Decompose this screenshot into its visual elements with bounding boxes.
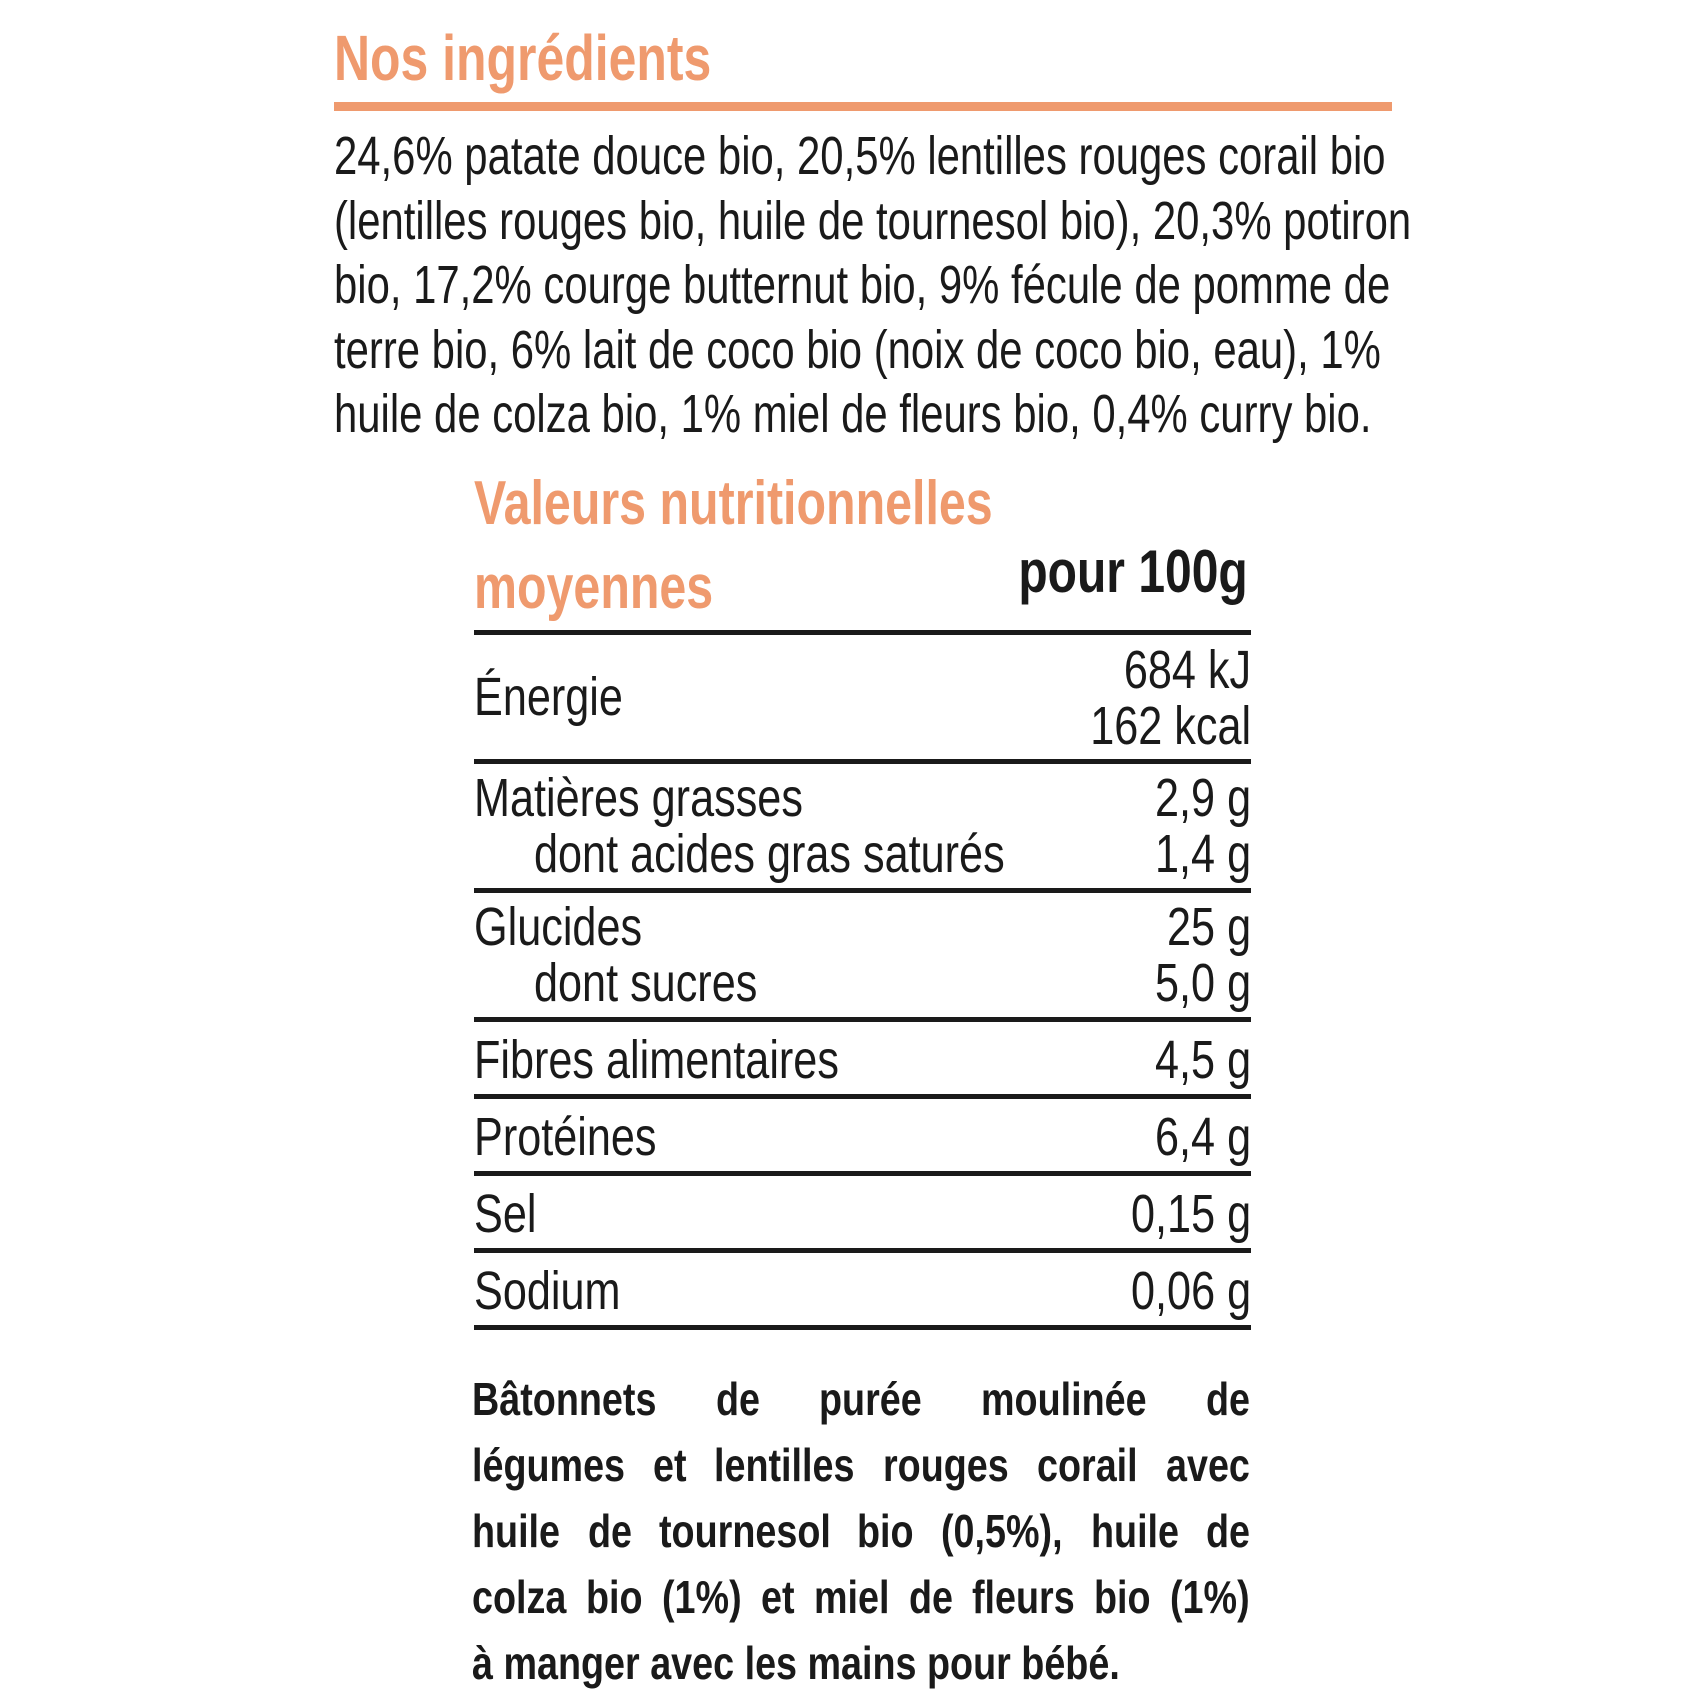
description-word: de <box>715 1373 760 1425</box>
row-value-kj: 684 kJ <box>1123 640 1251 700</box>
row-label: Sel <box>474 1184 537 1244</box>
row-label: Énergie <box>474 667 623 727</box>
description-word: à manger avec les mains pour bébé. <box>472 1637 1120 1689</box>
description-word: légumes <box>472 1439 626 1491</box>
description-word: bio <box>857 1505 915 1557</box>
ingredients-line: (lentilles rouges bio, huile de tournesol bio), 20,3% potiron <box>334 190 1412 251</box>
description-word: (0,5%), <box>941 1505 1063 1557</box>
description-word: colza <box>472 1571 567 1623</box>
nutrition-title-line: moyennes <box>474 553 714 622</box>
table-rule <box>474 1325 1251 1330</box>
description-word: Bâtonnets <box>472 1373 657 1425</box>
row-value: 25 g <box>1166 897 1251 957</box>
table-row-energy <box>474 635 1251 759</box>
row-value: 0,06 g <box>1130 1261 1251 1321</box>
description-word: huile <box>472 1505 561 1557</box>
table-row-protein <box>474 1099 1251 1171</box>
ingredients-line: 24,6% patate douce bio, 20,5% lentilles rouges corail bio <box>334 126 1386 186</box>
description-word: moulinée <box>981 1373 1147 1425</box>
ingredients-line: terre bio, 6% lait de coco bio (noix de coco bio, eau), 1% <box>334 319 1381 380</box>
row-value: 1,4 g <box>1154 824 1251 884</box>
row-sublabel: dont sucres <box>534 953 758 1013</box>
ingredients-line: bio, 17,2% courge butternut bio, 9% fécule de pomme de <box>334 255 1391 316</box>
description-word: (1%) <box>661 1571 742 1623</box>
description-word: et <box>652 1439 687 1491</box>
ingredients-line: huile de colza bio, 1% miel de fleurs bio, 0,4% curry bio. <box>334 384 1372 445</box>
description-line <box>472 1630 1250 1696</box>
row-value: 2,9 g <box>1154 768 1251 828</box>
row-label: Sodium <box>474 1261 621 1321</box>
description-word: avec <box>1165 1439 1250 1491</box>
description-word: rouges <box>883 1439 1009 1491</box>
description-word: de <box>587 1505 632 1557</box>
row-value: 0,15 g <box>1130 1184 1251 1244</box>
row-value: 5,0 g <box>1154 953 1251 1013</box>
row-label: Matières grasses <box>474 768 803 828</box>
row-label: Glucides <box>474 897 643 957</box>
nutrition-title-line: Valeurs nutritionnelles <box>474 469 993 538</box>
description-word: fleurs <box>971 1571 1075 1623</box>
table-row-fibre <box>474 1022 1251 1094</box>
per-100g-header: pour 100g <box>1018 538 1248 605</box>
table-row-salt <box>474 1176 1251 1248</box>
nutrition-table <box>474 630 1251 1330</box>
ingredients-title-rule <box>334 102 1392 111</box>
row-value: 4,5 g <box>1154 1030 1251 1090</box>
table-row-sodium <box>474 1253 1251 1325</box>
description-word: tournesol <box>658 1505 831 1557</box>
row-value-kcal: 162 kcal <box>1090 696 1251 756</box>
description-line <box>472 1498 1250 1564</box>
description-line <box>472 1366 1250 1432</box>
description-word: huile <box>1090 1505 1179 1557</box>
table-row-carbs <box>474 893 1251 1017</box>
row-value: 6,4 g <box>1154 1107 1251 1167</box>
description-word: de <box>1206 1373 1251 1425</box>
product-description <box>472 1366 1250 1696</box>
description-word: bio <box>1094 1571 1151 1623</box>
description-word: miel <box>813 1571 890 1623</box>
ingredients-title: Nos ingrédients <box>334 22 712 94</box>
row-label: Protéines <box>474 1107 657 1167</box>
description-word: et <box>760 1571 795 1623</box>
description-line <box>472 1432 1250 1498</box>
description-word: bio <box>585 1571 643 1623</box>
description-word: purée <box>818 1373 922 1425</box>
row-label: Fibres alimentaires <box>474 1030 839 1090</box>
description-word: lentilles <box>714 1439 855 1491</box>
row-sublabel: dont acides gras saturés <box>534 824 1005 884</box>
ingredients-list <box>334 124 1412 447</box>
description-word: (1%) <box>1170 1571 1250 1623</box>
description-word: de <box>1206 1505 1251 1557</box>
description-word: corail <box>1037 1439 1138 1491</box>
description-word: de <box>908 1571 953 1623</box>
description-line <box>472 1564 1250 1630</box>
table-row-fat <box>474 764 1251 888</box>
